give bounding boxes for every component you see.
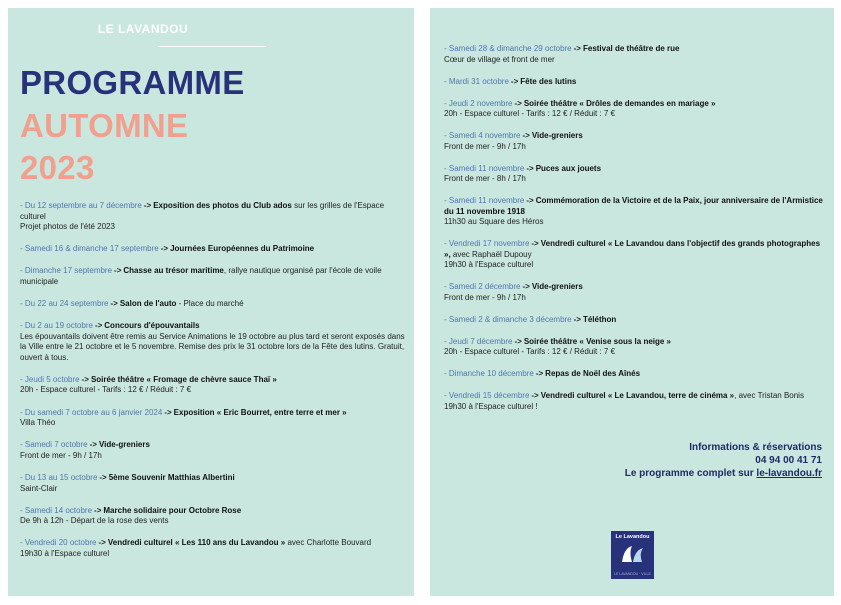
event-detail: Front de mer - 9h / 17h	[444, 292, 526, 302]
event-item	[444, 196, 824, 228]
event-item	[20, 538, 408, 559]
arrow-icon: ->	[114, 266, 122, 276]
info-program-line	[625, 467, 822, 480]
event-detail: De 9h à 12h - Départ de la rose des vents	[20, 516, 169, 526]
event-detail: 20h - Espace culturel - Tarifs : 12 € / Réduit : 7 €	[444, 347, 616, 356]
wave-icon	[620, 544, 645, 564]
event-title: Repas de Noël des Aînés	[545, 369, 641, 378]
arrow-icon: ->	[160, 244, 169, 254]
le-lavandou-logo	[611, 531, 654, 579]
event-detail: Les épouvantails doivent être remis au Service Animations le 19 octobre au plus tard et seront exposés dans la Ville entre le 21 octobre et le 5 novembre. Remise des prix le 31 octobre lors de la Fête des lutins. Gratuit, ouvert à tous.	[20, 331, 405, 362]
event-date: - Du samedi 7 octobre au 6 janvier 2024	[20, 408, 162, 417]
event-date: - Du 22 au 24 septembre	[20, 299, 109, 308]
event-title: Vendredi culturel « Les 110 ans du Lavandou »	[107, 538, 286, 548]
arrow-icon: ->	[110, 299, 118, 309]
logo-name: Le Lavandou	[615, 534, 650, 540]
event-title: Festival de théâtre de rue	[582, 44, 680, 53]
title-programme: PROGRAMME	[20, 64, 245, 101]
brand-divider	[158, 46, 266, 47]
event-title: Commémoration de la Victoire et de la Paix, jour anniversaire de l'Armistice du 11 novembre 1918	[444, 196, 823, 216]
event-extra: avec Raphaël Dupouy	[450, 249, 532, 259]
event-item	[444, 391, 824, 412]
arrow-icon: ->	[522, 282, 530, 291]
event-item	[20, 408, 408, 429]
arrow-icon: ->	[535, 369, 544, 378]
info-heading: Informations & réservations	[689, 442, 822, 453]
event-item	[444, 131, 824, 152]
event-title: Soirée théâtre « Fromage de chèvre sauce Thaï »	[90, 374, 277, 384]
arrow-icon: ->	[143, 201, 152, 210]
event-detail: Saint-Clair	[20, 483, 58, 493]
event-date: - Vendredi 20 octobre	[20, 538, 97, 547]
event-date: - Samedi 2 décembre	[444, 282, 520, 291]
title-year: 2023	[20, 149, 95, 186]
event-date: - Mardi 31 octobre	[444, 77, 509, 86]
event-date: - Jeudi 7 décembre	[444, 337, 512, 346]
event-item	[20, 266, 408, 287]
event-item	[444, 315, 824, 326]
arrow-icon: ->	[573, 314, 581, 324]
arrow-icon: ->	[94, 321, 103, 331]
event-date: - Jeudi 5 octobre	[20, 375, 80, 384]
event-item	[444, 282, 824, 303]
event-title: Salon de l'auto	[119, 299, 177, 309]
arrow-icon: ->	[531, 239, 539, 248]
arrow-icon: ->	[526, 196, 534, 205]
event-detail: Cœur de village et front de mer	[444, 54, 555, 64]
arrow-icon: ->	[94, 505, 102, 515]
event-detail: 19h30 à l'Espace culturel	[444, 260, 534, 269]
event-extra: sur les grilles de l'Espace culturel	[20, 201, 385, 221]
event-title: Exposition « Eric Bourret, entre terre et mer »	[173, 407, 347, 417]
event-date: - Samedi 11 novembre	[444, 196, 524, 205]
event-date: - Du 13 au 15 octobre	[20, 473, 97, 482]
event-date: - Samedi 16 & dimanche 17 septembre	[20, 244, 159, 253]
event-item	[444, 369, 824, 380]
event-item	[444, 44, 824, 65]
event-item	[444, 337, 824, 358]
event-title: Soirée théâtre « Drôles de demandes en mariage »	[523, 98, 716, 108]
event-detail: Villa Théo	[20, 418, 56, 428]
event-item	[20, 201, 408, 233]
event-title: Vendredi culturel « Le Lavandou, terre de cinéma »	[540, 391, 735, 400]
event-detail: 20h - Espace culturel - Tarifs : 12 € / Réduit : 7 €	[444, 109, 616, 118]
arrow-icon: ->	[514, 98, 522, 108]
arrow-icon: ->	[573, 44, 581, 53]
arrow-icon: ->	[89, 440, 97, 450]
arrow-icon: ->	[164, 407, 172, 417]
event-detail: Front de mer - 9h / 17h	[444, 141, 526, 151]
event-title: Journées Européennes du Patrimoine	[170, 244, 315, 254]
event-item	[444, 99, 824, 120]
event-title: Soirée théâtre « Venise sous la neige »	[523, 336, 672, 346]
event-date: - Samedi 4 novembre	[444, 131, 520, 140]
event-date: - Du 12 septembre au 7 décembre	[20, 201, 142, 210]
event-extra: - Place du marché	[176, 299, 244, 309]
event-extra: avec Charlotte Bouvard	[285, 538, 372, 548]
arrow-icon: ->	[81, 374, 89, 384]
event-detail: Front de mer - 8h / 17h	[444, 174, 526, 183]
event-date: - Vendredi 17 novembre	[444, 239, 529, 248]
event-item	[20, 506, 408, 527]
event-detail: 19h30 à l'Espace culturel !	[444, 401, 538, 411]
right-page	[430, 8, 834, 596]
event-item	[444, 239, 824, 271]
event-date: - Dimanche 10 décembre	[444, 369, 534, 378]
website-link[interactable]: le-lavandou.fr	[756, 468, 822, 479]
arrow-icon: ->	[526, 163, 534, 173]
event-title: Puces aux jouets	[535, 163, 602, 173]
event-item	[20, 244, 408, 255]
event-title: Vendredi culturel « Le Lavandou dans l'objectif des grands photographes »,	[444, 239, 821, 259]
left-event-list	[20, 201, 408, 571]
event-title: Vide-greniers	[98, 440, 150, 450]
arrow-icon: ->	[98, 538, 106, 548]
event-title: Chasse au trésor maritime	[123, 266, 224, 276]
event-title: Marche solidaire pour Octobre Rose	[103, 505, 242, 515]
event-item	[20, 375, 408, 396]
event-detail: 11h30 au Square des Héros	[444, 217, 544, 226]
title-automne: AUTOMNE	[20, 107, 189, 144]
event-detail: Projet photos de l'été 2023	[20, 222, 115, 231]
brand-title: LE LAVANDOU	[97, 22, 189, 36]
arrow-icon: ->	[510, 76, 519, 86]
info-program-prefix: Le programme complet sur	[624, 468, 757, 479]
arrow-icon: ->	[99, 473, 107, 482]
event-date: - Samedi 14 octobre	[20, 506, 92, 515]
event-item	[20, 473, 408, 494]
event-title: Vide-greniers	[531, 282, 583, 291]
info-block	[625, 441, 822, 480]
event-date: - Samedi 2 & dimanche 3 décembre	[444, 315, 572, 324]
arrow-icon: ->	[514, 336, 522, 346]
event-date: - Samedi 7 octobre	[20, 440, 88, 449]
logo-tagline: LE LAVANDOU · VILLE	[614, 572, 651, 576]
event-date: - Vendredi 15 décembre	[444, 391, 529, 400]
event-title: 5ème Souvenir Matthias Albertini	[108, 473, 235, 482]
event-date: - Samedi 28 & dimanche 29 octobre	[444, 44, 572, 53]
arrow-icon: ->	[522, 131, 530, 140]
event-date: - Dimanche 17 septembre	[20, 266, 112, 275]
event-date: - Jeudi 2 novembre	[444, 99, 512, 108]
event-item	[20, 440, 408, 461]
event-detail: 20h - Espace culturel - Tarifs : 12 € / Réduit : 7 €	[20, 385, 192, 395]
event-detail: Front de mer - 9h / 17h	[20, 450, 102, 460]
event-title: Exposition des photos du Club ados	[153, 201, 292, 210]
event-date: - Samedi 11 novembre	[444, 164, 524, 173]
left-page	[8, 8, 414, 596]
info-phone: 04 94 00 41 71	[755, 455, 822, 466]
event-title: Vide-greniers	[531, 131, 583, 140]
event-extra: , rallye nautique organisé par l'école de voile municipale	[20, 266, 382, 286]
event-item	[20, 299, 408, 310]
event-title: Fête des lutins	[520, 76, 577, 86]
event-extra: , avec Tristan Bonis	[734, 391, 804, 400]
right-event-list	[444, 44, 824, 424]
event-item	[20, 321, 408, 363]
event-detail: 19h30 à l'Espace culturel	[20, 548, 110, 558]
event-title: Concours d'épouvantails	[104, 321, 200, 331]
arrow-icon: ->	[531, 391, 539, 400]
event-item	[444, 77, 824, 88]
event-date: - Du 2 au 19 octobre	[20, 321, 93, 330]
event-title: Téléthon	[582, 314, 617, 324]
event-item	[444, 164, 824, 185]
